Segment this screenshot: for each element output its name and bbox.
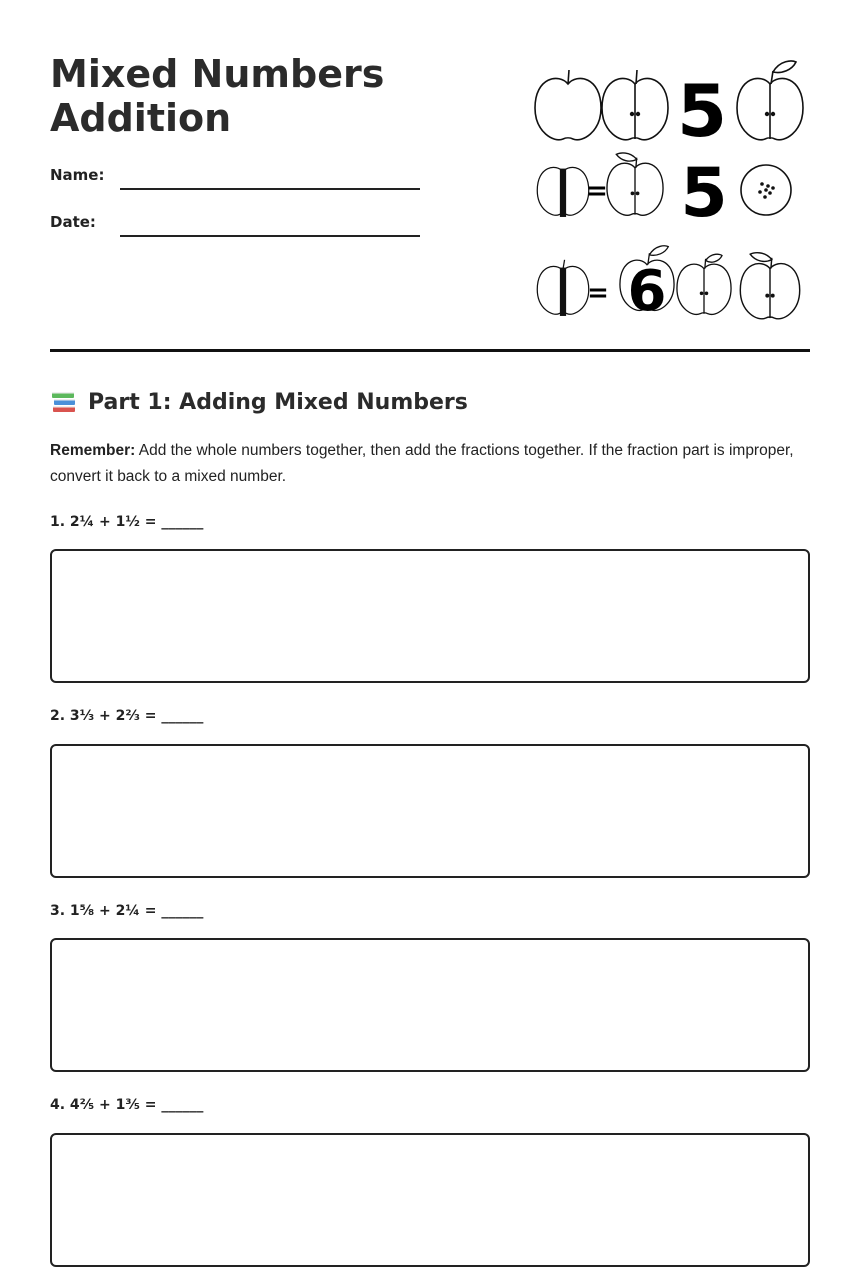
apple-icon <box>535 70 601 140</box>
question-3: 3. 1⅝ + 2¼ = ______ <box>50 903 204 919</box>
title-line-1: Mixed Numbers <box>50 52 385 96</box>
digit-five: 5 <box>680 154 728 233</box>
answer-box-1[interactable] <box>50 549 810 683</box>
apple-half-icon <box>607 153 663 215</box>
instructions <box>50 438 810 490</box>
header-divider <box>50 349 810 352</box>
title-line-2: Addition <box>50 96 232 140</box>
question-2: 2. 3⅓ + 2⅔ = ______ <box>50 708 204 724</box>
remember-text: Add the whole numbers together, then add the fractions together. If the fraction part is improper, convert it back to a mixed number. <box>50 442 794 485</box>
apple-illustration <box>530 60 810 325</box>
equals-sign: = <box>586 176 608 206</box>
apple-half-icon <box>677 254 731 314</box>
name-label: Name: <box>50 166 105 184</box>
answer-box-2[interactable] <box>50 744 810 878</box>
name-line[interactable] <box>120 188 420 190</box>
part1-heading-text: Part 1: Adding Mixed Numbers <box>88 389 468 415</box>
worksheet-title <box>50 52 384 140</box>
digit-five: 5 <box>676 69 728 153</box>
apple-half-icon <box>740 253 799 319</box>
digit-six: 6 <box>627 259 667 324</box>
apple-half-icon <box>602 70 668 140</box>
apple-half-icon <box>537 260 588 316</box>
answer-box-3[interactable] <box>50 938 810 1072</box>
apple-slice-icon <box>741 165 791 215</box>
name-field[interactable] <box>50 166 420 196</box>
equals-sign: = <box>587 278 609 308</box>
date-label: Date: <box>50 213 96 231</box>
remember-label: Remember: <box>50 442 136 459</box>
date-line[interactable] <box>120 235 420 237</box>
apple-half-icon <box>737 61 803 140</box>
books-icon <box>50 388 78 416</box>
answer-box-4[interactable] <box>50 1133 810 1267</box>
part1-heading <box>50 388 468 416</box>
question-1: 1. 2¼ + 1½ = ______ <box>50 514 204 530</box>
date-field[interactable] <box>50 213 420 243</box>
apple-half-icon <box>537 167 588 217</box>
question-4: 4. 4⅖ + 1⅗ = ______ <box>50 1097 204 1113</box>
